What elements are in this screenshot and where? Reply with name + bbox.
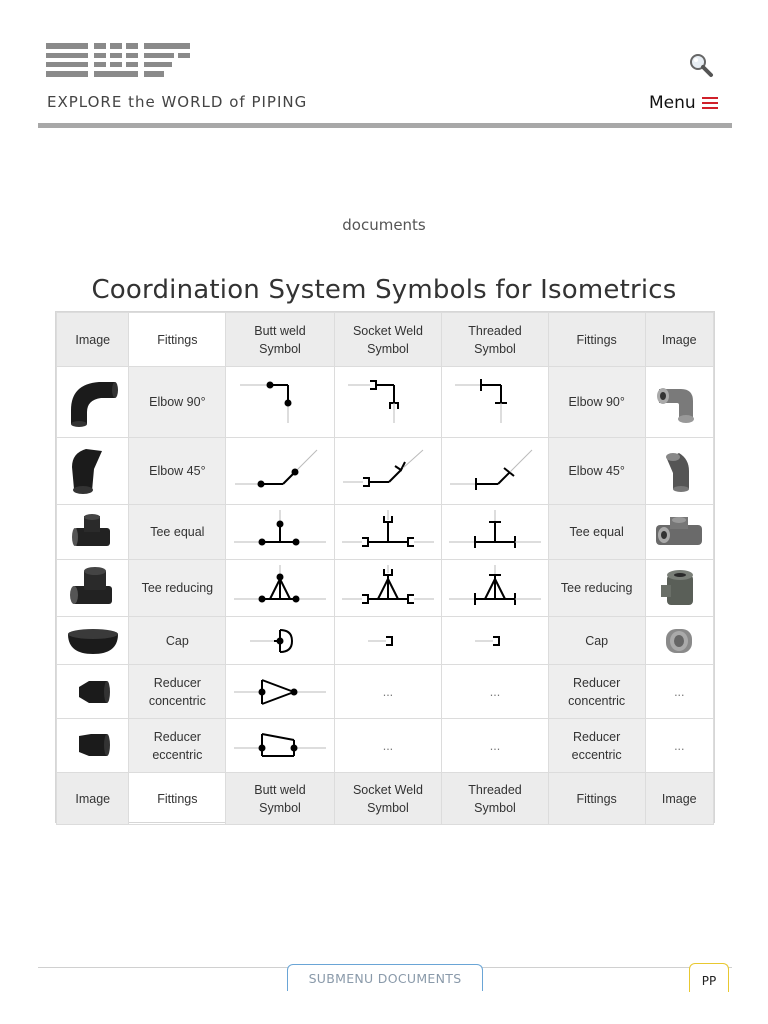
footer-image-right: Image bbox=[645, 773, 713, 825]
menu-button[interactable] bbox=[649, 93, 718, 113]
pp-button[interactable]: PP bbox=[689, 963, 729, 992]
header-threaded: Threaded Symbol bbox=[442, 313, 549, 367]
socket-weld-symbol bbox=[334, 617, 442, 665]
hamburger-icon bbox=[702, 94, 718, 112]
threaded-symbol bbox=[442, 367, 549, 438]
butt-weld-symbol bbox=[226, 438, 334, 505]
cap-image bbox=[57, 617, 129, 665]
fitting-name-right: Reducer eccentric bbox=[548, 719, 645, 773]
socket-weld-symbol bbox=[334, 438, 442, 505]
menu-label: Menu bbox=[649, 93, 696, 113]
socket-elbow-90-image bbox=[645, 367, 713, 438]
site-logo[interactable] bbox=[46, 43, 192, 83]
socket-weld-symbol bbox=[334, 505, 442, 560]
header-fittings-right: Fittings bbox=[548, 313, 645, 367]
fitting-name: Reducer eccentric bbox=[129, 719, 226, 773]
butt-weld-symbol bbox=[226, 665, 334, 719]
socket-elbow-45-image bbox=[645, 438, 713, 505]
search-icon[interactable] bbox=[688, 52, 714, 78]
fitting-name: Tee reducing bbox=[129, 560, 226, 617]
footer-fittings-right: Fittings bbox=[548, 773, 645, 825]
image-right-placeholder: ... bbox=[645, 719, 713, 773]
fitting-name-right: Tee reducing bbox=[548, 560, 645, 617]
fitting-name: Cap bbox=[129, 617, 226, 665]
butt-weld-symbol bbox=[226, 367, 334, 438]
fitting-name-right: Elbow 45° bbox=[548, 438, 645, 505]
tee-equal-image bbox=[57, 505, 129, 560]
page-title: Coordination System Symbols for Isometrics bbox=[91, 275, 677, 306]
header-socket-weld: Socket Weld Symbol bbox=[334, 313, 442, 367]
elbow-90-image bbox=[57, 367, 129, 438]
threaded-symbol bbox=[442, 505, 549, 560]
fitting-name: Reducer concentric bbox=[129, 665, 226, 719]
socket-tee-equal-image bbox=[645, 505, 713, 560]
socket-weld-placeholder: ... bbox=[334, 665, 442, 719]
socket-weld-placeholder: ... bbox=[334, 719, 442, 773]
image-right-placeholder: ... bbox=[645, 665, 713, 719]
table-row bbox=[57, 367, 714, 438]
footer-image-left: Image bbox=[57, 773, 129, 825]
table-header-row bbox=[57, 313, 714, 367]
footer-fittings-left: Fittings bbox=[129, 773, 226, 825]
submenu-documents-tab[interactable]: SUBMENU DOCUMENTS bbox=[287, 964, 483, 991]
footer-socket-weld: Socket Weld Symbol bbox=[334, 773, 442, 825]
butt-weld-symbol bbox=[226, 719, 334, 773]
site-header bbox=[38, 0, 732, 128]
fitting-name: Tee equal bbox=[129, 505, 226, 560]
table-row bbox=[57, 560, 714, 617]
footer-threaded: Threaded Symbol bbox=[442, 773, 549, 825]
elbow-45-image bbox=[57, 438, 129, 505]
tee-reducing-image bbox=[57, 560, 129, 617]
header-fittings-left: Fittings bbox=[129, 313, 226, 367]
fitting-name: Elbow 90° bbox=[129, 367, 226, 438]
symbols-table bbox=[55, 311, 715, 823]
reducer-concentric-image bbox=[57, 665, 129, 719]
header-image-right: Image bbox=[645, 313, 713, 367]
threaded-symbol bbox=[442, 617, 549, 665]
butt-weld-symbol bbox=[226, 617, 334, 665]
site-tagline: EXPLORE the WORLD of PIPING bbox=[47, 93, 308, 111]
socket-tee-reducing-image bbox=[645, 560, 713, 617]
header-image-left: Image bbox=[57, 313, 129, 367]
table-row bbox=[57, 438, 714, 505]
footer-butt-weld: Butt weld Symbol bbox=[226, 773, 334, 825]
header-butt-weld: Butt weld Symbol bbox=[226, 313, 334, 367]
threaded-symbol bbox=[442, 560, 549, 617]
fitting-name: Elbow 45° bbox=[129, 438, 226, 505]
reducer-eccentric-image bbox=[57, 719, 129, 773]
butt-weld-symbol bbox=[226, 560, 334, 617]
header-divider bbox=[38, 123, 732, 128]
socket-weld-symbol bbox=[334, 367, 442, 438]
butt-weld-symbol bbox=[226, 505, 334, 560]
threaded-symbol bbox=[442, 438, 549, 505]
fitting-name-right: Cap bbox=[548, 617, 645, 665]
socket-cap-image bbox=[645, 617, 713, 665]
table-row bbox=[57, 665, 714, 719]
fitting-name-right: Elbow 90° bbox=[548, 367, 645, 438]
page-category[interactable]: documents bbox=[342, 216, 426, 234]
threaded-placeholder: ... bbox=[442, 665, 549, 719]
socket-weld-symbol bbox=[334, 560, 442, 617]
table-row bbox=[57, 719, 714, 773]
threaded-placeholder: ... bbox=[442, 719, 549, 773]
fitting-name-right: Reducer concentric bbox=[548, 665, 645, 719]
table-row bbox=[57, 617, 714, 665]
table-row bbox=[57, 505, 714, 560]
fitting-name-right: Tee equal bbox=[548, 505, 645, 560]
table-footer-row bbox=[57, 773, 714, 825]
